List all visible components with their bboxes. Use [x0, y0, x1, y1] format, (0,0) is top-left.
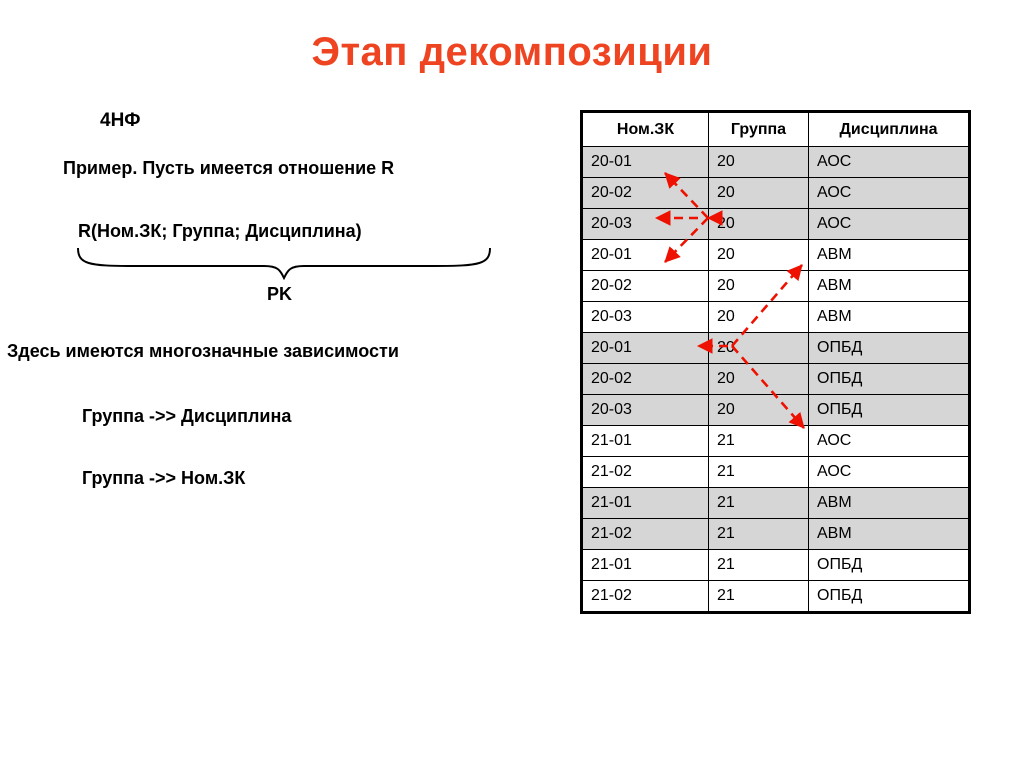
dependency-group-number: Группа ->> Ном.ЗК — [82, 468, 246, 488]
relation-signature: R(Ном.ЗК; Группа; Дисциплина) — [78, 221, 362, 241]
table-row — [583, 519, 969, 550]
cell-discipline: ОПБД — [809, 550, 969, 581]
cell-nomzk: 21-02 — [583, 519, 709, 550]
cell-nomzk: 21-02 — [583, 457, 709, 488]
page-title: Этап декомпозиции — [311, 30, 713, 74]
table-row — [583, 488, 969, 519]
cell-group: 20 — [709, 240, 809, 271]
cell-nomzk: 20-01 — [583, 240, 709, 271]
cell-group: 21 — [709, 519, 809, 550]
table-row — [583, 147, 969, 178]
table-row — [583, 364, 969, 395]
cell-nomzk: 20-03 — [583, 395, 709, 426]
table-row — [583, 209, 969, 240]
cell-discipline: АВМ — [809, 488, 969, 519]
dependency-group-discipline: Группа ->> Дисциплина — [82, 406, 292, 426]
table-row — [583, 333, 969, 364]
column-header-group: Группа — [709, 113, 809, 147]
normal-form-label: 4НФ — [100, 110, 141, 131]
cell-discipline: АОС — [809, 209, 969, 240]
cell-group: 20 — [709, 209, 809, 240]
cell-nomzk: 20-01 — [583, 147, 709, 178]
relation-table-container — [580, 110, 971, 614]
table-body — [583, 147, 969, 612]
cell-nomzk: 20-02 — [583, 364, 709, 395]
column-header-discipline: Дисциплина — [809, 113, 969, 147]
example-line: Пример. Пусть имеется отношение R — [63, 158, 395, 178]
cell-discipline: АОС — [809, 457, 969, 488]
cell-discipline: ОПБД — [809, 333, 969, 364]
cell-group: 21 — [709, 550, 809, 581]
table-row — [583, 426, 969, 457]
cell-discipline: АВМ — [809, 519, 969, 550]
cell-discipline: ОПБД — [809, 581, 969, 612]
cell-group: 20 — [709, 364, 809, 395]
cell-group: 21 — [709, 426, 809, 457]
column-header-nomzk: Ном.ЗК — [583, 113, 709, 147]
cell-group: 21 — [709, 457, 809, 488]
cell-nomzk: 20-03 — [583, 209, 709, 240]
table-row — [583, 457, 969, 488]
cell-discipline: АОС — [809, 147, 969, 178]
cell-nomzk: 21-01 — [583, 488, 709, 519]
cell-group: 20 — [709, 271, 809, 302]
primary-key-label: PK — [267, 284, 293, 304]
table-row — [583, 550, 969, 581]
cell-group: 20 — [709, 333, 809, 364]
cell-nomzk: 21-01 — [583, 550, 709, 581]
table-row — [583, 271, 969, 302]
cell-nomzk: 21-02 — [583, 581, 709, 612]
relation-table — [582, 112, 969, 612]
cell-discipline: АВМ — [809, 302, 969, 333]
cell-group: 20 — [709, 302, 809, 333]
table-row — [583, 302, 969, 333]
table-row — [583, 395, 969, 426]
cell-group: 20 — [709, 395, 809, 426]
table-row — [583, 178, 969, 209]
cell-discipline: АВМ — [809, 240, 969, 271]
cell-discipline: АВМ — [809, 271, 969, 302]
cell-nomzk: 20-01 — [583, 333, 709, 364]
cell-nomzk: 21-01 — [583, 426, 709, 457]
table-row — [583, 581, 969, 612]
cell-nomzk: 20-02 — [583, 271, 709, 302]
cell-group: 21 — [709, 488, 809, 519]
table-header-row — [583, 113, 969, 147]
cell-discipline: ОПБД — [809, 395, 969, 426]
cell-discipline: АОС — [809, 178, 969, 209]
table-row — [583, 240, 969, 271]
cell-group: 21 — [709, 581, 809, 612]
cell-discipline: АОС — [809, 426, 969, 457]
cell-group: 20 — [709, 147, 809, 178]
cell-group: 20 — [709, 178, 809, 209]
cell-discipline: ОПБД — [809, 364, 969, 395]
cell-nomzk: 20-03 — [583, 302, 709, 333]
cell-nomzk: 20-02 — [583, 178, 709, 209]
brace-decoration — [74, 246, 494, 280]
multivalued-dependency-note: Здесь имеются многозначные зависимости — [7, 341, 399, 361]
